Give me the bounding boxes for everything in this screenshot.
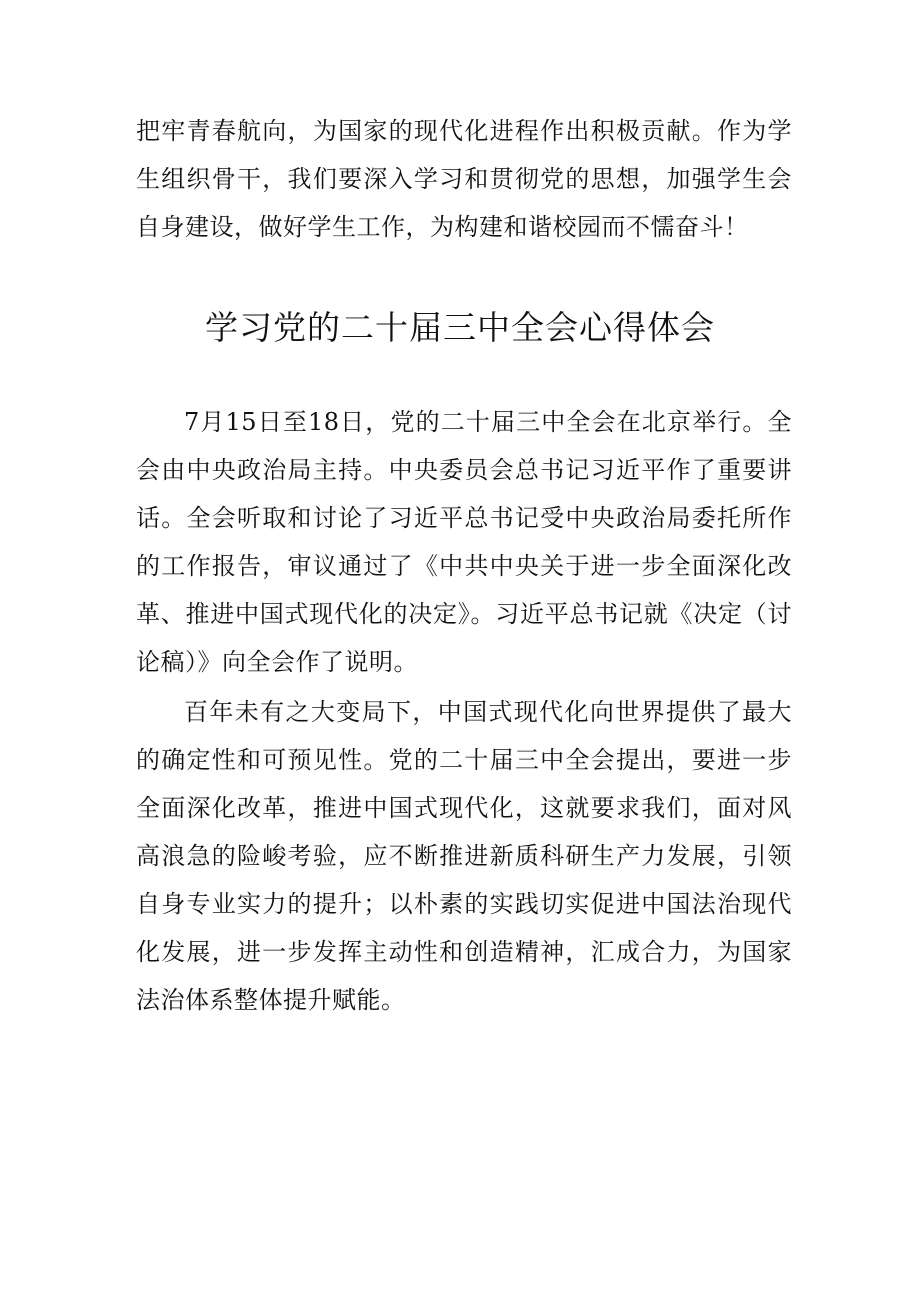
document-title: 学习党的二十届三中全会心得体会 [205, 308, 715, 347]
body-paragraph-2: 百年未有之大变局下，中国式现代化向世界提供了最大的确定性和可预见性。党的二十届三中全会提出，要进一步全面深化改革，推进中国式现代化，这就要求我们，面对风高浪急的险峻考验，应不断推进新质科研生产力发展，引领自身专业实力的提升；以朴素的实践切实促进中国法治现代化发展，进一步发挥主动性和创造精神，汇成合力，为国家法治体系整体提升赋能。 [136, 698, 792, 1014]
lead-paragraph: 把牢青春航向，为国家的现代化进程作出积极贡献。作为学生组织骨干，我们要深入学习和贯彻党的思想，加强学生会自身建设，做好学生工作，为构建和谐校园而不懦奋斗！ [136, 117, 792, 241]
body-paragraph-1: 7月15日至18日，党的二十届三中全会在北京举行。全会由中央政治局主持。中央委员会总书记习近平作了重要讲话。全会听取和讨论了习近平总书记受中央政治局委托所作的工作报告，审议通过了《中共中央关于进一步全面深化改革、推进中国式现代化的决定》。习近平总书记就《决定（讨论稿）》向全会作了说明。 [136, 408, 792, 676]
